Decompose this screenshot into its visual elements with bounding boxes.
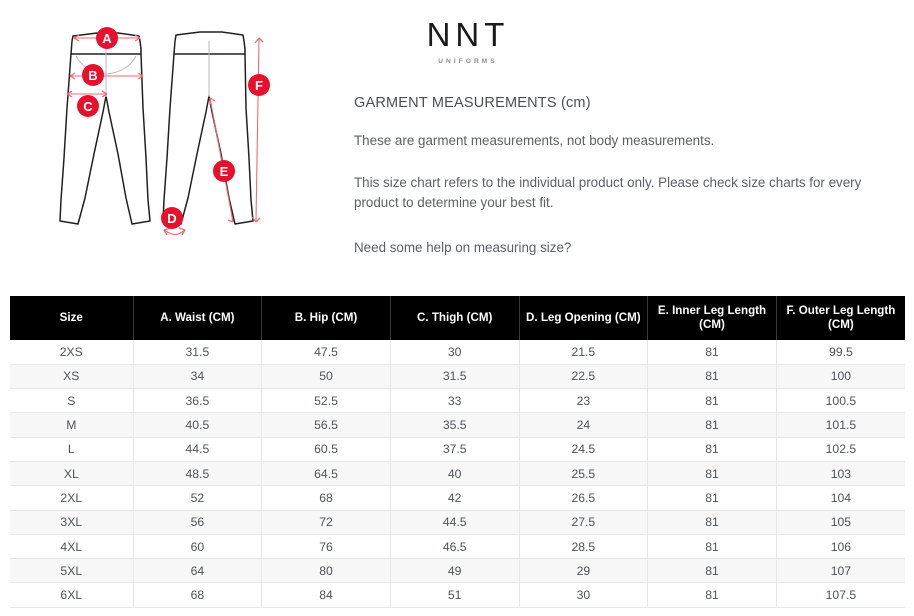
cell-measurement: 81 xyxy=(648,389,777,413)
cell-measurement: 33 xyxy=(390,389,519,413)
info-paragraph-2: This size chart refers to the individual product only. Please check size charts for every product to determine your best fit. xyxy=(354,175,862,211)
cell-measurement: 99.5 xyxy=(776,340,905,364)
pants-front-view xyxy=(60,33,150,224)
size-chart-table-container xyxy=(10,296,905,608)
table-row xyxy=(10,364,905,388)
logo-wordmark: NNT xyxy=(426,16,510,53)
cell-measurement: 64.5 xyxy=(262,461,391,485)
cell-size: S xyxy=(10,389,133,413)
size-chart-table xyxy=(10,296,905,608)
cell-measurement: 107.5 xyxy=(776,583,905,607)
cell-size: 6XL xyxy=(10,583,133,607)
table-row xyxy=(10,559,905,583)
cell-measurement: 29 xyxy=(519,559,648,583)
cell-measurement: 64 xyxy=(133,559,262,583)
cell-measurement: 31.5 xyxy=(390,364,519,388)
cell-measurement: 105 xyxy=(776,510,905,534)
cell-measurement: 26.5 xyxy=(519,486,648,510)
cell-measurement: 81 xyxy=(648,364,777,388)
cell-measurement: 84 xyxy=(262,583,391,607)
cell-measurement: 60.5 xyxy=(262,437,391,461)
cell-measurement: 40.5 xyxy=(133,413,262,437)
measuring-help-text: Need some help on measuring size? xyxy=(354,240,572,256)
column-header-leg-opening: D. Leg Opening (CM) xyxy=(519,296,648,340)
cell-measurement: 104 xyxy=(776,486,905,510)
table-row xyxy=(10,389,905,413)
cell-measurement: 81 xyxy=(648,461,777,485)
table-row xyxy=(10,461,905,485)
cell-measurement: 81 xyxy=(648,559,777,583)
cell-measurement: 46.5 xyxy=(390,534,519,558)
cell-size: 5XL xyxy=(10,559,133,583)
cell-measurement: 106 xyxy=(776,534,905,558)
table-row xyxy=(10,437,905,461)
cell-measurement: 49 xyxy=(390,559,519,583)
table-header-row xyxy=(10,296,905,340)
cell-measurement: 81 xyxy=(648,510,777,534)
cell-measurement: 100.5 xyxy=(776,389,905,413)
svg-text:B: B xyxy=(88,68,98,83)
top-section xyxy=(0,0,914,296)
cell-measurement: 51 xyxy=(390,583,519,607)
table-row xyxy=(10,534,905,558)
cell-measurement: 34 xyxy=(133,364,262,388)
cell-measurement: 23 xyxy=(519,389,648,413)
cell-measurement: 81 xyxy=(648,486,777,510)
cell-measurement: 44.5 xyxy=(133,437,262,461)
table-row xyxy=(10,486,905,510)
pants-back-view xyxy=(163,32,253,224)
column-header-size: Size xyxy=(10,296,133,340)
svg-text:E: E xyxy=(219,164,229,179)
measurements-heading: GARMENT MEASUREMENTS (cm) xyxy=(354,94,591,111)
logo-tagline: UNIFORMS xyxy=(438,57,498,65)
column-header-outer-leg-length: F. Outer Leg Length (CM) xyxy=(776,296,905,340)
svg-text:C: C xyxy=(83,99,93,114)
cell-measurement: 56 xyxy=(133,510,262,534)
cell-measurement: 30 xyxy=(390,340,519,364)
cell-measurement: 72 xyxy=(262,510,391,534)
cell-measurement: 37.5 xyxy=(390,437,519,461)
cell-measurement: 52.5 xyxy=(262,389,391,413)
cell-measurement: 36.5 xyxy=(133,389,262,413)
cell-measurement: 47.5 xyxy=(262,340,391,364)
cell-measurement: 52 xyxy=(133,486,262,510)
cell-measurement: 24 xyxy=(519,413,648,437)
info-paragraph-1: These are garment measurements, not body measurements. xyxy=(354,132,715,148)
cell-measurement: 60 xyxy=(133,534,262,558)
cell-size: 4XL xyxy=(10,534,133,558)
cell-measurement: 101.5 xyxy=(776,413,905,437)
cell-measurement: 81 xyxy=(648,534,777,558)
column-header-hip: B. Hip (CM) xyxy=(262,296,391,340)
cell-measurement: 40 xyxy=(390,461,519,485)
cell-measurement: 81 xyxy=(648,583,777,607)
cell-measurement: 22.5 xyxy=(519,364,648,388)
cell-size: L xyxy=(10,437,133,461)
cell-measurement: 30 xyxy=(519,583,648,607)
cell-measurement: 21.5 xyxy=(519,340,648,364)
cell-measurement: 25.5 xyxy=(519,461,648,485)
cell-measurement: 56.5 xyxy=(262,413,391,437)
column-header-inner-leg-length: E. Inner Leg Length (CM) xyxy=(648,296,777,340)
cell-measurement: 28.5 xyxy=(519,534,648,558)
svg-text:D: D xyxy=(167,211,177,226)
table-row xyxy=(10,413,905,437)
cell-measurement: 44.5 xyxy=(390,510,519,534)
svg-text:F: F xyxy=(255,78,263,93)
cell-measurement: 80 xyxy=(262,559,391,583)
cell-measurement: 81 xyxy=(648,340,777,364)
table-body xyxy=(10,340,905,607)
cell-size: M xyxy=(10,413,133,437)
cell-measurement: 27.5 xyxy=(519,510,648,534)
brand-logo xyxy=(398,14,538,65)
column-header-waist: A. Waist (CM) xyxy=(133,296,262,340)
cell-size: 2XL xyxy=(10,486,133,510)
cell-measurement: 48.5 xyxy=(133,461,262,485)
cell-measurement: 81 xyxy=(648,413,777,437)
cell-size: XS xyxy=(10,364,133,388)
cell-size: XL xyxy=(10,461,133,485)
pants-measurement-diagram xyxy=(40,18,280,248)
cell-measurement: 100 xyxy=(776,364,905,388)
cell-measurement: 31.5 xyxy=(133,340,262,364)
cell-measurement: 107 xyxy=(776,559,905,583)
cell-measurement: 35.5 xyxy=(390,413,519,437)
table-row xyxy=(10,510,905,534)
table-row xyxy=(10,583,905,607)
cell-measurement: 102.5 xyxy=(776,437,905,461)
garment-diagram xyxy=(0,0,340,296)
info-pane xyxy=(340,0,914,296)
cell-measurement: 103 xyxy=(776,461,905,485)
cell-size: 3XL xyxy=(10,510,133,534)
cell-measurement: 42 xyxy=(390,486,519,510)
cell-measurement: 76 xyxy=(262,534,391,558)
cell-measurement: 50 xyxy=(262,364,391,388)
cell-measurement: 68 xyxy=(133,583,262,607)
cell-measurement: 24.5 xyxy=(519,437,648,461)
cell-measurement: 81 xyxy=(648,437,777,461)
cell-size: 2XS xyxy=(10,340,133,364)
column-header-thigh: C. Thigh (CM) xyxy=(390,296,519,340)
table-row xyxy=(10,340,905,364)
cell-measurement: 68 xyxy=(262,486,391,510)
svg-text:A: A xyxy=(102,31,112,46)
